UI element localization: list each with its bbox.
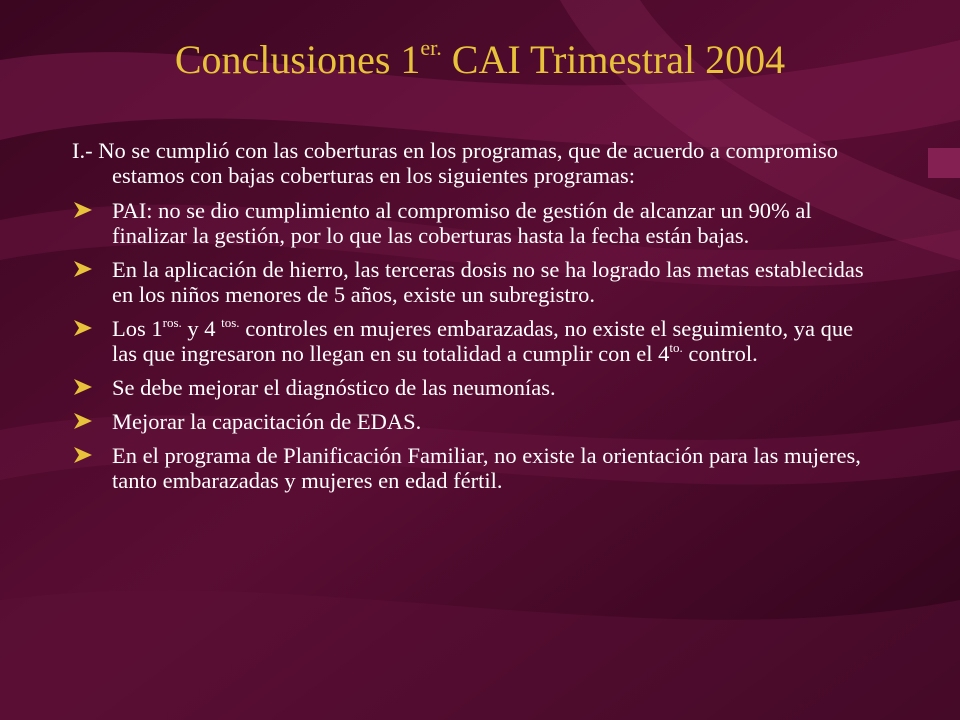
arrowhead-bullet-icon — [72, 377, 94, 397]
bullet-text: Los $1^{ros.}$ y 4 $^{tos.}$ controles en mujeres embarazadas, no existe el seguimiento, ya que las que ingresaron no llegan en su totalidad a cumplir con el $4^{to.}$ control. — [112, 315, 854, 366]
bullet-text: PAI: no se dio cumplimiento al compromiso de gestión de alcanzar un 90% al finalizar la gestión, por lo que las coberturas hasta la fecha están bajas. — [112, 198, 812, 248]
arrowhead-bullet-icon — [72, 411, 94, 431]
bullet-text: En el programa de Planificación Familiar, no existe la orientación para las mujeres, tanto embarazadas y mujeres en edad fértil. — [112, 443, 861, 493]
arrowhead-bullet-icon — [72, 318, 94, 338]
bullet-item-hierro — [72, 257, 882, 307]
title-main: Conclusiones 1 — [174, 37, 421, 82]
bullet-item-edas — [72, 409, 882, 434]
arrowhead-bullet-icon — [72, 445, 94, 465]
arrowhead-bullet-icon — [72, 259, 94, 279]
bullet-item-planificacion — [72, 443, 882, 493]
bullet-text: Se debe mejorar el diagnóstico de las neumonías. — [112, 375, 556, 400]
slide-body — [72, 138, 882, 502]
bullet-text: Mejorar la capacitación de EDAS. — [112, 409, 422, 434]
bullet-text: En la aplicación de hierro, las terceras dosis no se ha logrado las metas establecidas en los niños menores de 5 años, existe un subregistro. — [112, 257, 864, 307]
bullet-item-pai — [72, 198, 882, 248]
title-rest: CAI Trimestral 2004 — [441, 37, 786, 82]
title-superscript: er. — [420, 35, 442, 60]
slide-title — [0, 35, 960, 82]
bullet-item-controles — [72, 316, 882, 366]
bullet-item-neumonias — [72, 375, 882, 400]
arrowhead-bullet-icon — [72, 200, 94, 220]
intro-paragraph: I.- No se cumplió con las coberturas en los programas, que de acuerdo a compromiso estamos con bajas coberturas en los siguientes programas: — [72, 138, 839, 188]
